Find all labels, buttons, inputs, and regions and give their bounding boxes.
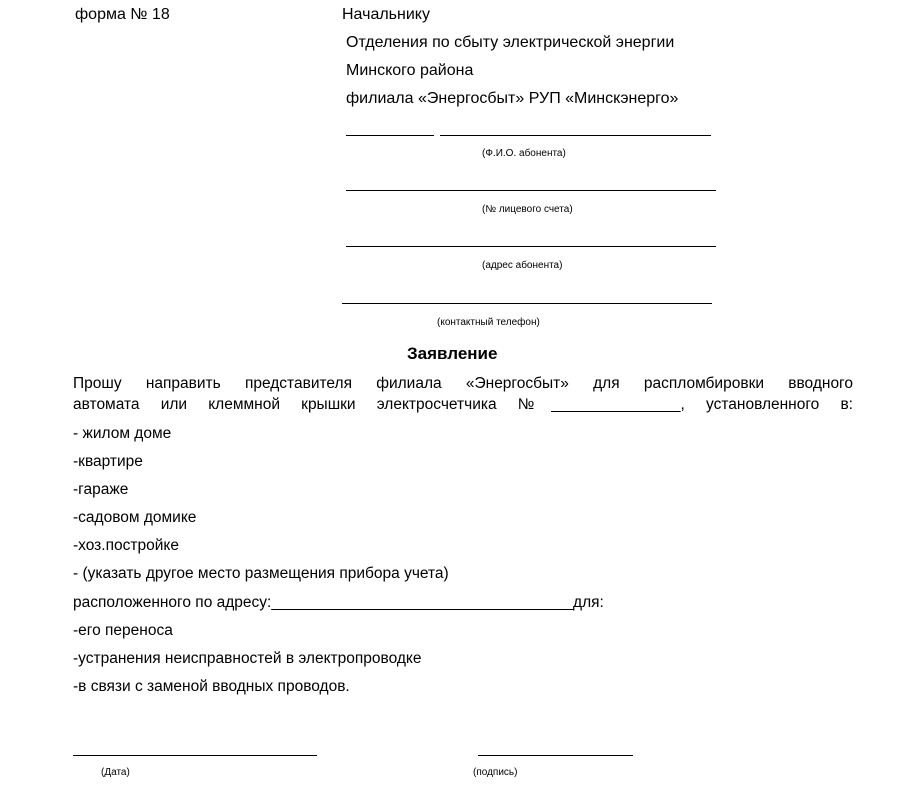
reason-relocation: -его переноса xyxy=(73,622,173,639)
option-apartment: -квартире xyxy=(73,453,143,470)
form-number: форма № 18 xyxy=(75,6,170,23)
reason-wire-replacement: -в связи с заменой вводных проводов. xyxy=(73,678,350,695)
location-address-line: расположенного по адресу:___________________________________для: xyxy=(73,594,604,611)
request-text-line-2: автомата или клеммной крышки электросчетчика №_______________, установленного в: xyxy=(73,396,853,413)
date-caption: (Дата) xyxy=(101,767,130,778)
fio-line-short[interactable] xyxy=(346,135,434,136)
date-line[interactable] xyxy=(73,755,317,756)
account-line[interactable] xyxy=(346,190,716,191)
recipient-line-3: филиала «Энергосбыт» РУП «Минскэнерго» xyxy=(346,90,679,107)
address-line[interactable] xyxy=(346,246,716,247)
account-caption: (№ лицевого счета) xyxy=(482,204,573,215)
fio-caption: (Ф.И.О. абонента) xyxy=(482,148,566,159)
option-garage: -гараже xyxy=(73,481,129,498)
option-house: - жилом доме xyxy=(73,425,172,442)
address-caption: (адрес абонента) xyxy=(482,260,563,271)
recipient-title: Начальнику xyxy=(342,6,430,23)
option-other: - (указать другое место размещения прибора учета) xyxy=(73,565,449,582)
signature-line[interactable] xyxy=(478,755,633,756)
option-garden-house: -садовом домике xyxy=(73,509,197,526)
request-text-line-1: Прошу направить представителя филиала «Энергосбыт» для распломбировки вводного xyxy=(73,375,853,392)
reason-repair: -устранения неисправностей в электропроводке xyxy=(73,650,422,667)
option-outbuilding: -хоз.постройке xyxy=(73,537,179,554)
fio-line-long[interactable] xyxy=(440,135,711,136)
phone-line[interactable] xyxy=(342,303,712,304)
document-title: Заявление xyxy=(407,344,498,363)
signature-caption: (подпись) xyxy=(473,767,518,778)
phone-caption: (контактный телефон) xyxy=(437,317,540,328)
recipient-line-1: Отделения по сбыту электрической энергии xyxy=(346,34,675,51)
recipient-line-2: Минского района xyxy=(346,62,474,79)
